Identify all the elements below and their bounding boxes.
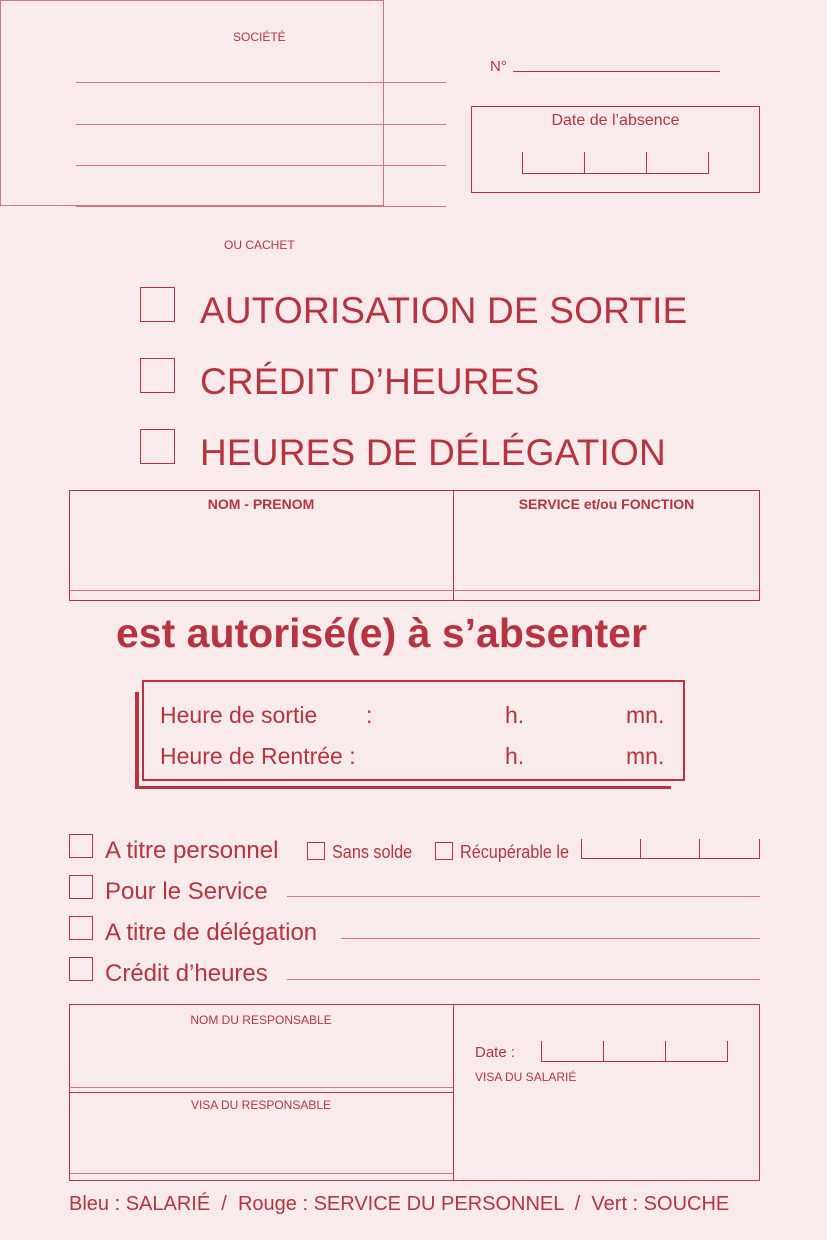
manager-visa-field[interactable] [72,1114,450,1170]
checkbox-hours-credit[interactable] [140,358,175,393]
signature-date-field[interactable] [541,1042,728,1062]
hours-credit-label: CRÉDIT D’HEURES [200,361,540,402]
employee-visa-label: VISA DU SALARIÉ [475,1070,577,1084]
name-field[interactable] [72,520,450,588]
exit-minute-field[interactable] [530,702,620,730]
return-minute-unit: mn. [626,743,665,769]
stamp-label: OU CACHET [216,238,303,252]
exit-authorization-label: AUTORISATION DE SORTIE [200,290,688,331]
manager-divider [69,1087,453,1093]
recoverable-date-field[interactable] [581,840,760,859]
delegation-label: A titre de délégation [105,919,318,946]
date-label: Date : [475,1044,516,1061]
delegation-line[interactable] [341,938,760,939]
exit-hour-field[interactable] [390,702,500,730]
company-line-1 [76,82,446,83]
checkbox-service[interactable] [69,875,93,899]
checkbox-delegation-hours[interactable] [140,429,175,464]
checkbox-exit-authorization[interactable] [140,287,175,322]
service-label: Pour le Service [105,878,268,905]
checkbox-recoverable[interactable] [435,842,453,860]
checkbox-credit[interactable] [69,957,93,981]
number-label: N° [490,58,507,75]
manager-visa-baseline [70,1173,453,1174]
return-time-label: Heure de Rentrée : [160,743,356,769]
exit-hour-unit: h. [505,702,525,728]
company-stamp-box[interactable] [0,0,384,206]
credit-label: Crédit d’heures [105,960,268,987]
employee-table-baseline [70,590,759,591]
absence-date-label: Date de l’absence [551,112,680,129]
absence-date-field[interactable] [522,153,709,174]
checkbox-personal[interactable] [69,834,93,858]
company-line-4 [76,206,446,207]
copy-color-legend: Bleu : SALARIÉ / Rouge : SERVICE DU PERSONNEL / Vert : SOUCHE [69,1193,730,1215]
checkbox-unpaid[interactable] [307,842,325,860]
exit-time-colon: : [366,702,373,728]
delegation-hours-label: HEURES DE DÉLÉGATION [200,432,666,473]
personal-label: A titre personnel [105,837,279,864]
exit-minute-unit: mn. [626,702,665,728]
service-field[interactable] [456,520,757,588]
exit-time-label: Heure de sortie [160,702,318,728]
employee-visa-field[interactable] [458,1088,756,1176]
manager-visa-label: VISA DU RESPONSABLE [190,1098,332,1112]
hours-shadow-bottom [135,786,671,789]
signature-table-divider [453,1004,454,1181]
number-field[interactable] [513,71,720,72]
name-header: NOM - PRENOM [207,496,315,512]
company-label: SOCIÉTÉ [225,30,294,44]
credit-line[interactable] [287,979,760,980]
company-line-3 [76,165,446,166]
service-header: SERVICE et/ou FONCTION [518,496,695,512]
unpaid-label: Sans solde [332,842,413,862]
manager-name-field[interactable] [72,1030,450,1084]
service-line[interactable] [287,896,760,897]
headline: est autorisé(e) à s’absenter [116,610,647,656]
return-hour-unit: h. [505,743,525,769]
hours-shadow-left [135,692,139,789]
return-minute-field[interactable] [530,743,620,771]
company-line-2 [76,124,446,125]
recoverable-label: Récupérable le [460,842,569,862]
manager-name-label: NOM DU RESPONSABLE [190,1013,332,1027]
checkbox-delegation[interactable] [69,916,93,940]
return-hour-field[interactable] [390,743,500,771]
